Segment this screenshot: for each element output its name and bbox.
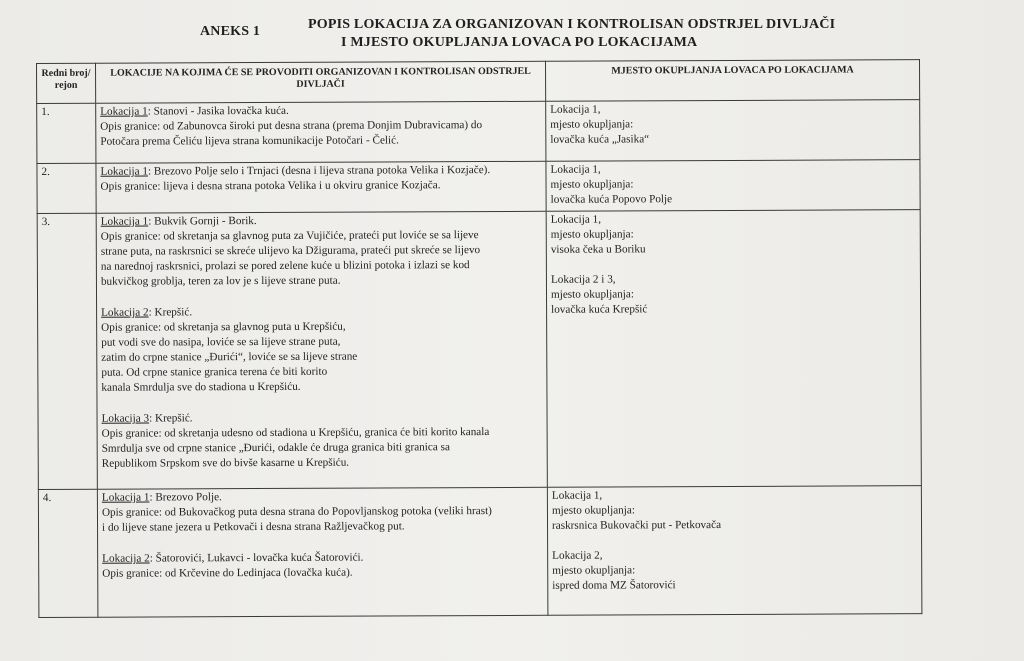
location-label: Lokacija 3 [101, 412, 150, 425]
location-title [100, 163, 541, 180]
location-name: : Bukvik Gornji - Borik. [148, 215, 257, 228]
row-number: 1. [37, 103, 96, 163]
boundary-description-line: Republikom Srpskom sve do bivše kasarne u Krepšiću. [101, 456, 350, 470]
location-label: Lokacija 1 [100, 165, 149, 178]
location-description-cell [96, 161, 546, 213]
table-row [38, 486, 922, 618]
meeting-place-cell [547, 486, 922, 616]
boundary-description-line: strane puta, na raskrsnici se skreće ulijevo ka Džigurama, prateći put skreće se lijevo [100, 244, 481, 258]
meeting-place-line: Lokacija 1, [551, 489, 603, 502]
meeting-place-line: Lokacija 1, [550, 213, 602, 226]
boundary-description-line: Opis granice: od skretanja udesno od stadiona u Krepšiću, granica će biti korito kanala [101, 426, 490, 440]
meeting-place-line: mjesto okupljanja: [552, 564, 636, 577]
boundary-description-line: Opis granice: lijeva i desna strana potoka Velika i u okviru granice Kozjača. [100, 179, 441, 193]
meeting-place-line: lovačka kuća Popovo Polje [550, 193, 673, 206]
meeting-place-line: Lokacija 2, [552, 549, 603, 562]
boundary-description-line: Opis granice: od Zabunovca široki put desna strana (prema Donjim Dubravicama) do [100, 119, 483, 133]
document-title-line-1: POPIS LOKACIJA ZA ORGANIZOVAN I KONTROLISAN ODSTRJEL DIVLJAČI [308, 17, 836, 32]
boundary-description-line: Opis granice: od Bukovačkog puta desna strana do Popovljanskog potoka (veliki hrast) [101, 505, 492, 519]
meeting-place-line: mjesto okupljanja: [551, 504, 635, 517]
location-name: : Brezovo Polje. [149, 491, 222, 504]
location-label: Lokacija 1 [100, 215, 149, 228]
locations-table [36, 59, 922, 618]
location-name: : Krepšić. [148, 306, 193, 319]
boundary-description-line: puta. Od crpne stanice granica terena će biti korito [101, 365, 328, 379]
row-number: 2. [37, 163, 96, 213]
boundary-description-line: kanala Smrdulja sve do stadiona u Krepšiću. [101, 380, 301, 394]
boundary-description-line: Opis granice: od Krčevine do Ledinjaca (lovačka kuća). [102, 566, 353, 580]
location-name: : Šatorovići, Lukavci - lovačka kuća Šatorovići. [149, 551, 364, 565]
boundary-description-line: bukvičkog groblja, teren za lov je s lijeve strane puta. [100, 274, 341, 288]
boundary-description-line: zatim do crpne stanice „Đurići“, loviće se sa lijeve strane [101, 350, 358, 364]
meeting-place-line: Lokacija 1, [550, 163, 601, 176]
meeting-place-cell [546, 100, 920, 162]
boundary-description-line: Opis granice: od skretanja sa glavnog puta za Vujičiće, prateći put loviće se sa lijeve [100, 229, 479, 243]
meeting-place-line: Lokacija 2 i 3, [550, 273, 616, 286]
boundary-description-line: Opis granice: od skretanja sa glavnog puta u Krepšiću, [101, 320, 346, 334]
boundary-description-line: Smrdulja sve od crpne stanice „Đurići, odakle će druga granica biti granica sa [101, 441, 450, 455]
location-name: : Krepšić. [149, 412, 193, 425]
spacer [552, 532, 917, 549]
meeting-place-line: mjesto okupljanja: [550, 228, 634, 241]
meeting-place-line: raskrsnica Bukovački put - Petkovača [551, 519, 722, 532]
meeting-place-cell [546, 210, 921, 488]
meeting-place-line: ispred doma MZ Šatorovići [552, 579, 676, 592]
location-label: Lokacija 2 [102, 552, 150, 565]
table-row [37, 100, 920, 164]
location-description-cell [96, 211, 547, 489]
boundary-description-line: i do lijeve stane jezera u Petkovači i desna strana Ražljevačkog put. [102, 520, 405, 534]
meeting-place-line: visoka čeka u Boriku [550, 243, 646, 256]
meeting-place-line: mjesto okupljanja: [550, 288, 635, 301]
spacer [102, 534, 543, 552]
boundary-description-line: na narednoj raskrsnici, prolazi se pored zelene kuće u blizini potoka i izlazi se kod [100, 259, 470, 273]
location-label: Lokacija 1 [101, 491, 150, 504]
header-locations: LOKACIJE NA KOJIMA ĆE SE PROVODITI ORGANIZOVAN I KONTROLISAN ODSTRJEL DIVLJAČI [96, 61, 546, 103]
table-header-row [37, 60, 920, 104]
row-number: 3. [37, 213, 97, 489]
location-description-cell [97, 487, 548, 617]
spacer [101, 394, 542, 412]
meeting-place-line: mjesto okupljanja: [550, 118, 634, 131]
boundary-description-line: put vodi sve do nasipa, loviće se sa lijeve strane puta, [101, 335, 341, 349]
location-label: Lokacija 1 [100, 105, 148, 118]
row-number: 4. [38, 489, 98, 617]
header-meeting-place: MJESTO OKUPLJANJA LOVACA PO LOKACIJAMA [545, 60, 919, 102]
meeting-place-cell [546, 160, 920, 212]
header-number: Redni broj/ rejon [37, 63, 96, 103]
spacer [551, 256, 916, 273]
table-row [37, 210, 921, 490]
meeting-place-line: mjesto okupljanja: [550, 178, 634, 191]
location-name: : Brezovo Polje selo i Trnjaci (desna i lijeva strana potoka Velika i Kozjače). [147, 164, 491, 178]
document-title-line-2: I MJESTO OKUPLJANJA LOVACA PO LOKACIJAMA [341, 35, 698, 50]
location-label: Lokacija 2 [101, 306, 149, 319]
boundary-description-line: Potočara prema Čeliću lijeva strana komunikacije Potočari - Čelić. [100, 134, 399, 148]
meeting-place-line: lovačka kuća „Jasika“ [550, 133, 650, 146]
location-name: : Stanovi - Jasika lovačka kuća. [147, 104, 289, 118]
annex-label: ANEKS 1 [200, 24, 261, 39]
location-description-cell [96, 101, 546, 163]
spacer [101, 288, 542, 306]
table-row [37, 160, 920, 214]
meeting-place-line: Lokacija 1, [550, 103, 601, 116]
meeting-place-line: lovačka kuća Krepšić [551, 303, 648, 316]
